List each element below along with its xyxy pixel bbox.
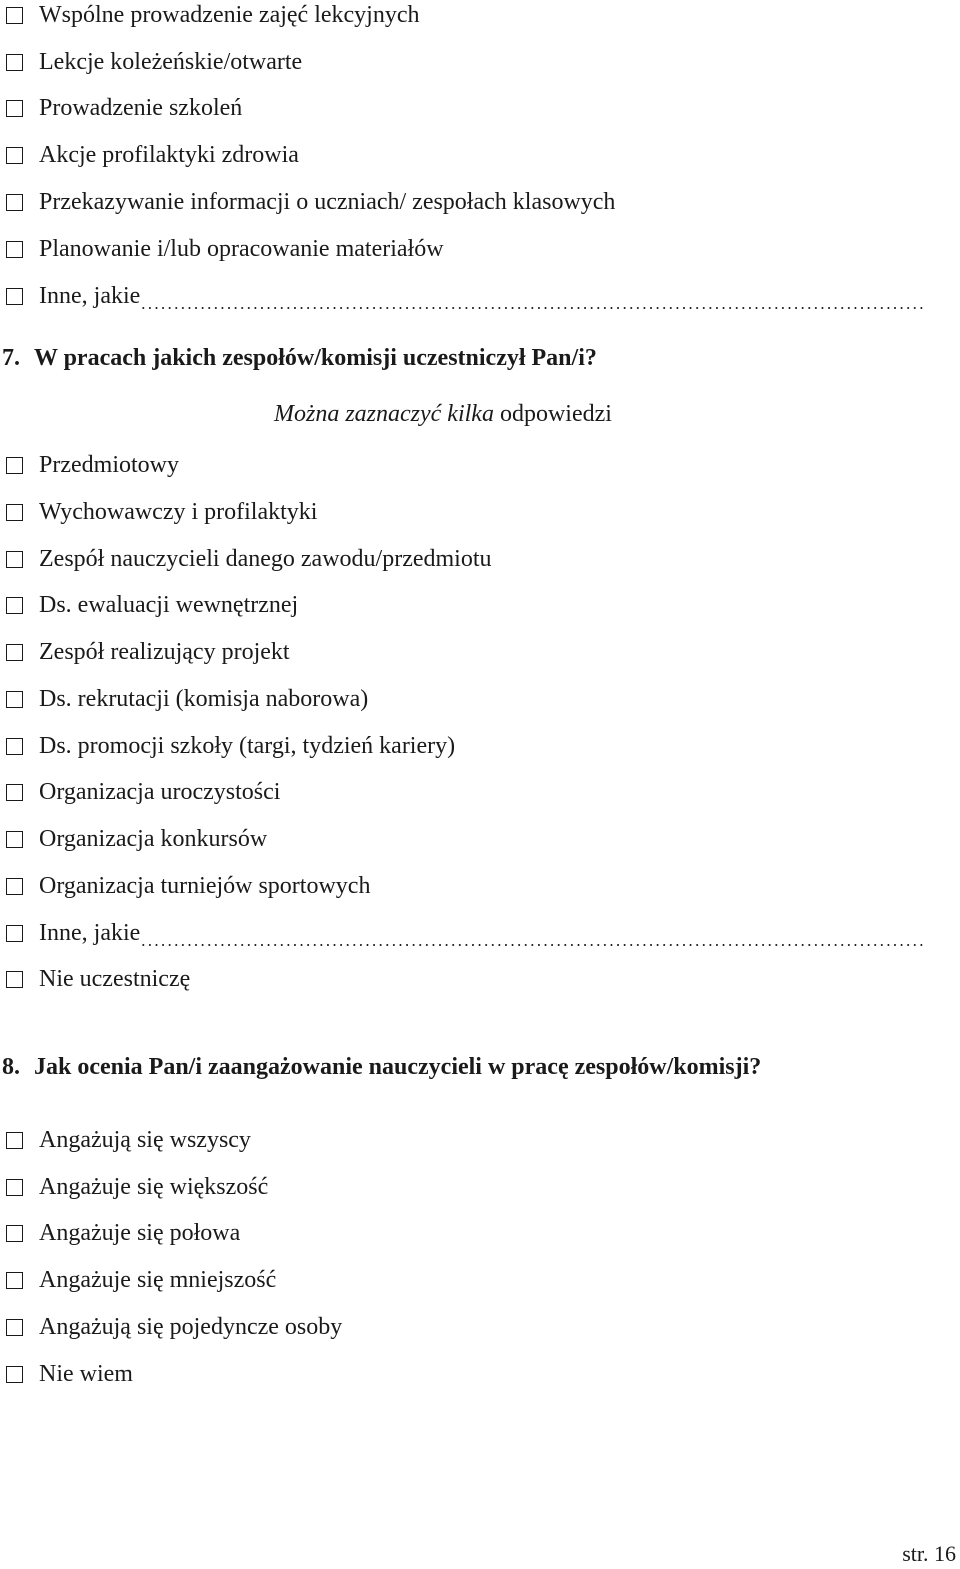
checkbox[interactable] — [6, 1272, 23, 1289]
checkbox[interactable] — [6, 457, 23, 474]
question-8 — [2, 1052, 761, 1082]
option-label: Angażują się pojedyncze osoby — [39, 1314, 343, 1340]
fill-in-dotted-line[interactable] — [140, 918, 925, 948]
checkbox[interactable] — [6, 1179, 23, 1196]
q7-option-contests[interactable] — [6, 824, 267, 854]
q8-option-dont-know[interactable] — [6, 1359, 133, 1389]
q7-option-ceremonies[interactable] — [6, 777, 280, 807]
q8-option-half[interactable] — [6, 1218, 240, 1248]
q8-option-everyone[interactable] — [6, 1125, 251, 1155]
option-label: Zespół realizujący projekt — [39, 639, 290, 665]
hint-italic: Można zaznaczyć kilka — [274, 401, 494, 427]
option-label: Prowadzenie szkoleń — [39, 95, 243, 121]
option-label: Przekazywanie informacji o uczniach/ zespołach klasowych — [39, 189, 616, 215]
hint-rest: odpowiedzi — [493, 401, 612, 427]
option-label: Zespół nauczycieli danego zawodu/przedmiotu — [39, 546, 492, 572]
q8-option-majority[interactable] — [6, 1172, 268, 1202]
checkbox[interactable] — [6, 691, 23, 708]
checkbox[interactable] — [6, 878, 23, 895]
checkbox[interactable] — [6, 644, 23, 661]
question-text: Jak ocenia Pan/i zaangażowanie nauczycieli w pracę zespołów/komisji? — [34, 1054, 762, 1080]
checkbox[interactable] — [6, 241, 23, 258]
q7-option-none[interactable] — [6, 964, 190, 994]
checkbox[interactable] — [6, 784, 23, 801]
q7-option-subject[interactable] — [6, 450, 179, 480]
checkbox[interactable] — [6, 7, 23, 24]
q6-option-materials[interactable] — [6, 234, 444, 264]
option-label: Angażuje się mniejszość — [39, 1267, 277, 1293]
q6-option-other[interactable] — [6, 281, 925, 311]
option-label: Angażuje się większość — [39, 1174, 269, 1200]
q6-option-trainings[interactable] — [6, 93, 242, 123]
option-label: Nie wiem — [39, 1361, 133, 1387]
q8-option-individuals[interactable] — [6, 1312, 342, 1342]
option-label: Organizacja uroczystości — [39, 779, 281, 805]
option-label: Angażuje się połowa — [39, 1220, 241, 1246]
checkbox[interactable] — [6, 971, 23, 988]
checkbox[interactable] — [6, 551, 23, 568]
q7-option-project-team[interactable] — [6, 637, 290, 667]
option-label: Wychowawczy i profilaktyki — [39, 499, 318, 525]
checkbox[interactable] — [6, 194, 23, 211]
question-7 — [2, 343, 597, 373]
q6-option-joint-lessons[interactable] — [6, 0, 419, 30]
checkbox[interactable] — [6, 54, 23, 71]
option-label: Ds. ewaluacji wewnętrznej — [39, 592, 299, 618]
option-label: Lekcje koleżeńskie/otwarte — [39, 49, 303, 75]
checkbox[interactable] — [6, 831, 23, 848]
option-label: Organizacja konkursów — [39, 826, 268, 852]
option-label: Ds. promocji szkoły (targi, tydzień kariery) — [39, 733, 456, 759]
q7-option-internal-evaluation[interactable] — [6, 590, 298, 620]
checkbox[interactable] — [6, 147, 23, 164]
question-number: 7. — [2, 345, 20, 371]
q6-option-student-info[interactable] — [6, 187, 615, 217]
q7-option-other[interactable] — [6, 918, 925, 948]
q7-option-educational[interactable] — [6, 497, 317, 527]
option-label: Angażują się wszyscy — [39, 1127, 251, 1153]
q8-option-minority[interactable] — [6, 1265, 276, 1295]
checkbox[interactable] — [6, 100, 23, 117]
checkbox[interactable] — [6, 504, 23, 521]
option-label: Organizacja turniejów sportowych — [39, 873, 371, 899]
checkbox[interactable] — [6, 1366, 23, 1383]
option-label: Planowanie i/lub opracowanie materiałów — [39, 236, 444, 262]
option-label: Inne, jakie — [39, 920, 141, 946]
checkbox[interactable] — [6, 597, 23, 614]
question-number: 8. — [2, 1054, 20, 1080]
q7-option-sports-tournaments[interactable] — [6, 871, 370, 901]
checkbox[interactable] — [6, 1225, 23, 1242]
option-label: Ds. rekrutacji (komisja naborowa) — [39, 686, 369, 712]
option-label: Inne, jakie — [39, 283, 141, 309]
checkbox[interactable] — [6, 925, 23, 942]
q6-option-peer-lessons[interactable] — [6, 47, 302, 77]
page-number: str. 16 — [902, 1541, 956, 1566]
option-label: Wspólne prowadzenie zajęć lekcyjnych — [39, 2, 420, 28]
question-text: W pracach jakich zespołów/komisji uczestniczył Pan/i? — [34, 345, 597, 371]
option-label: Akcje profilaktyki zdrowia — [39, 142, 299, 168]
option-label: Nie uczestniczę — [39, 966, 191, 992]
checkbox[interactable] — [6, 288, 23, 305]
q6-option-health-prevention[interactable] — [6, 140, 299, 170]
q7-option-school-promotion[interactable] — [6, 731, 455, 761]
checkbox[interactable] — [6, 738, 23, 755]
q7-option-recruitment[interactable] — [6, 684, 368, 714]
multiple-choice-hint — [274, 399, 612, 429]
option-label: Przedmiotowy — [39, 452, 179, 478]
checkbox[interactable] — [6, 1319, 23, 1336]
checkbox[interactable] — [6, 1132, 23, 1149]
q7-option-profession-team[interactable] — [6, 544, 492, 574]
fill-in-dotted-line[interactable] — [140, 281, 925, 311]
